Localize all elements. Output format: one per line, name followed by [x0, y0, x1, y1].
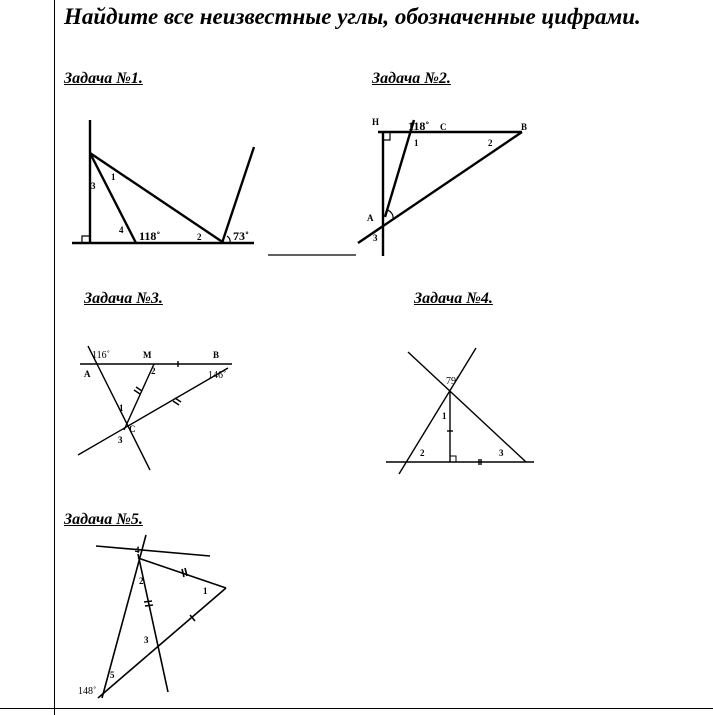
fig3-label-B: B: [213, 350, 220, 360]
task-3-figure: [66, 338, 242, 478]
fig3-label-A: A: [84, 369, 91, 379]
fig5-label-2: 2: [139, 576, 144, 586]
fig3-label-3: 3: [118, 435, 123, 445]
fig4-angle-79: 79˚: [446, 376, 460, 387]
fig1-label-1: 1: [111, 172, 116, 182]
fig5-label-3: 3: [144, 635, 149, 645]
task-3-label: Задача №3.: [84, 290, 163, 307]
fig5-label-4: 4: [135, 545, 140, 555]
task-4-label: Задача №4.: [414, 290, 493, 307]
fig2-label-B: B: [521, 122, 528, 132]
fig2-label-1: 1: [414, 138, 419, 148]
fig2-label-3: 3: [373, 233, 378, 243]
page-title: Найдите все неизвестные углы, обозначенные цифрами.: [64, 4, 641, 29]
task-1-figure: [64, 115, 274, 265]
fig4-label-2: 2: [420, 448, 425, 458]
fig2-label-C: C: [440, 122, 447, 132]
page-left-margin-line: [54, 0, 55, 715]
page-bottom-line: [0, 708, 713, 709]
fig4-label-3: 3: [499, 448, 504, 458]
fig2-angle-118: 118˚: [408, 119, 430, 133]
task-4-figure: [378, 344, 534, 478]
task-5-label: Задача №5.: [64, 511, 143, 528]
fig1-label-2: 2: [197, 232, 202, 242]
fig2-label-H: H: [372, 117, 380, 127]
fig3-angle-146: 146˚: [208, 370, 227, 381]
fig3-label-M: M: [143, 350, 152, 360]
fig1-label-3: 3: [91, 181, 96, 191]
task-5-figure: [64, 532, 234, 702]
fig3-angle-116: 116˚: [92, 350, 110, 361]
fig3-label-2: 2: [151, 366, 156, 376]
fig1-label-4: 4: [119, 225, 124, 235]
fig1-angle-73: 73˚: [233, 229, 249, 243]
fig3-label-1: 1: [119, 403, 124, 413]
task-1-label: Задача №1.: [64, 70, 143, 87]
task-2-label: Задача №2.: [372, 70, 451, 87]
fig2-label-2: 2: [488, 138, 493, 148]
fig5-label-1: 1: [203, 586, 208, 596]
fig5-angle-148: 148˚: [78, 686, 97, 697]
fig3-label-C: C: [129, 424, 136, 434]
fig5-label-5: 5: [110, 670, 115, 680]
fig4-label-1: 1: [442, 411, 447, 421]
fig1-angle-118: 118˚: [139, 229, 161, 243]
task-2-figure: [358, 115, 536, 260]
fig2-label-A: A: [367, 213, 374, 223]
